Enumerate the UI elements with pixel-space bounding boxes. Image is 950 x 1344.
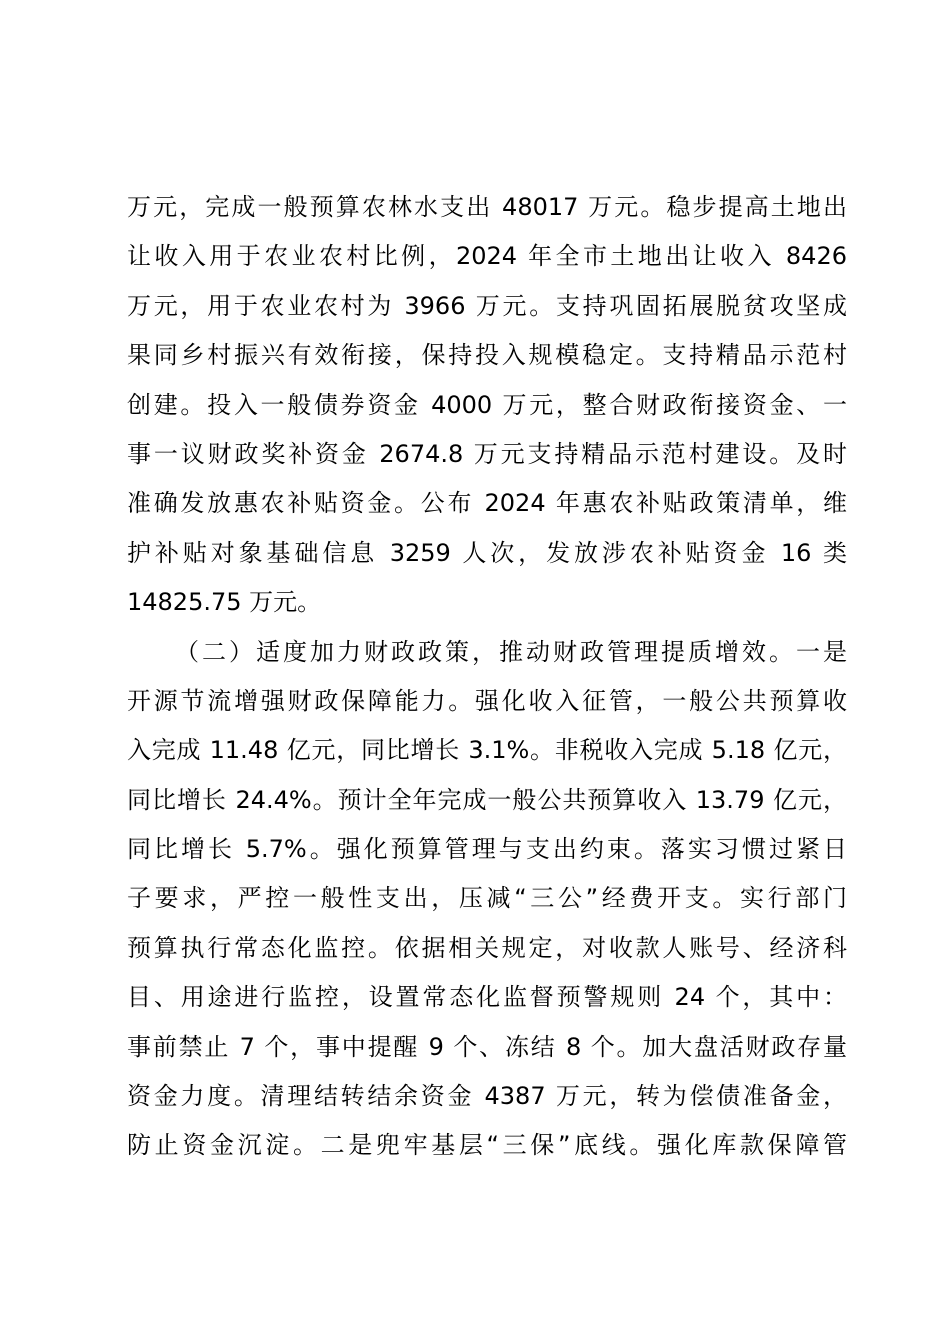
text-line: 事前禁止 7 个，事中提醒 9 个、冻结 8 个。加大盘活财政存量 bbox=[127, 1032, 847, 1061]
paragraph-start-line: （二）适度加力财政政策，推动财政管理提质增效。一是 bbox=[175, 637, 847, 666]
text-line: 事一议财政奖补资金 2674.8 万元支持精品示范村建设。及时 bbox=[127, 439, 847, 468]
text-line: 目、用途进行监控，设置常态化监督预警规则 24 个，其中： bbox=[127, 983, 847, 1012]
text-line: 同比增长 5.7%。强化预算管理与支出约束。落实习惯过紧日 bbox=[127, 835, 847, 864]
text-line: 同比增长 24.4%。预计全年完成一般公共预算收入 13.79 亿元， bbox=[127, 785, 847, 814]
text-line: 让收入用于农业农村比例，2024 年全市土地出让收入 8426 bbox=[127, 242, 847, 271]
text-line: 子要求，严控一般性支出，压减“三公”经费开支。实行部门 bbox=[127, 884, 847, 913]
text-line: 开源节流增强财政保障能力。强化收入征管，一般公共预算收 bbox=[127, 686, 847, 715]
text-line: 资金力度。清理结转结余资金 4387 万元，转为偿债准备金， bbox=[127, 1082, 847, 1111]
text-line: 14825.75 万元。 bbox=[127, 588, 322, 617]
text-line: 万元，完成一般预算农林水支出 48017 万元。稳步提高土地出 bbox=[127, 193, 847, 221]
text-line: 入完成 11.48 亿元，同比增长 3.1%。非税收入完成 5.18 亿元， bbox=[127, 736, 847, 765]
text-line: 防止资金沉淀。二是兜牢基层“三保”底线。强化库款保障管 bbox=[127, 1131, 847, 1160]
text-line: 万元，用于农业农村为 3966 万元。支持巩固拓展脱贫攻坚成 bbox=[127, 291, 847, 320]
text-line: 预算执行常态化监控。依据相关规定，对收款人账号、经济科 bbox=[127, 933, 847, 962]
text-line: 创建。投入一般债券资金 4000 万元，整合财政衔接资金、一 bbox=[127, 390, 847, 419]
text-line: 护补贴对象基础信息 3259 人次，发放涉农补贴资金 16 类 bbox=[127, 538, 847, 567]
text-line: 果同乡村振兴有效衔接，保持投入规模稳定。支持精品示范村 bbox=[127, 341, 847, 370]
text-line: 准确发放惠农补贴资金。公布 2024 年惠农补贴政策清单，维 bbox=[127, 489, 847, 518]
body-text bbox=[127, 183, 847, 1171]
